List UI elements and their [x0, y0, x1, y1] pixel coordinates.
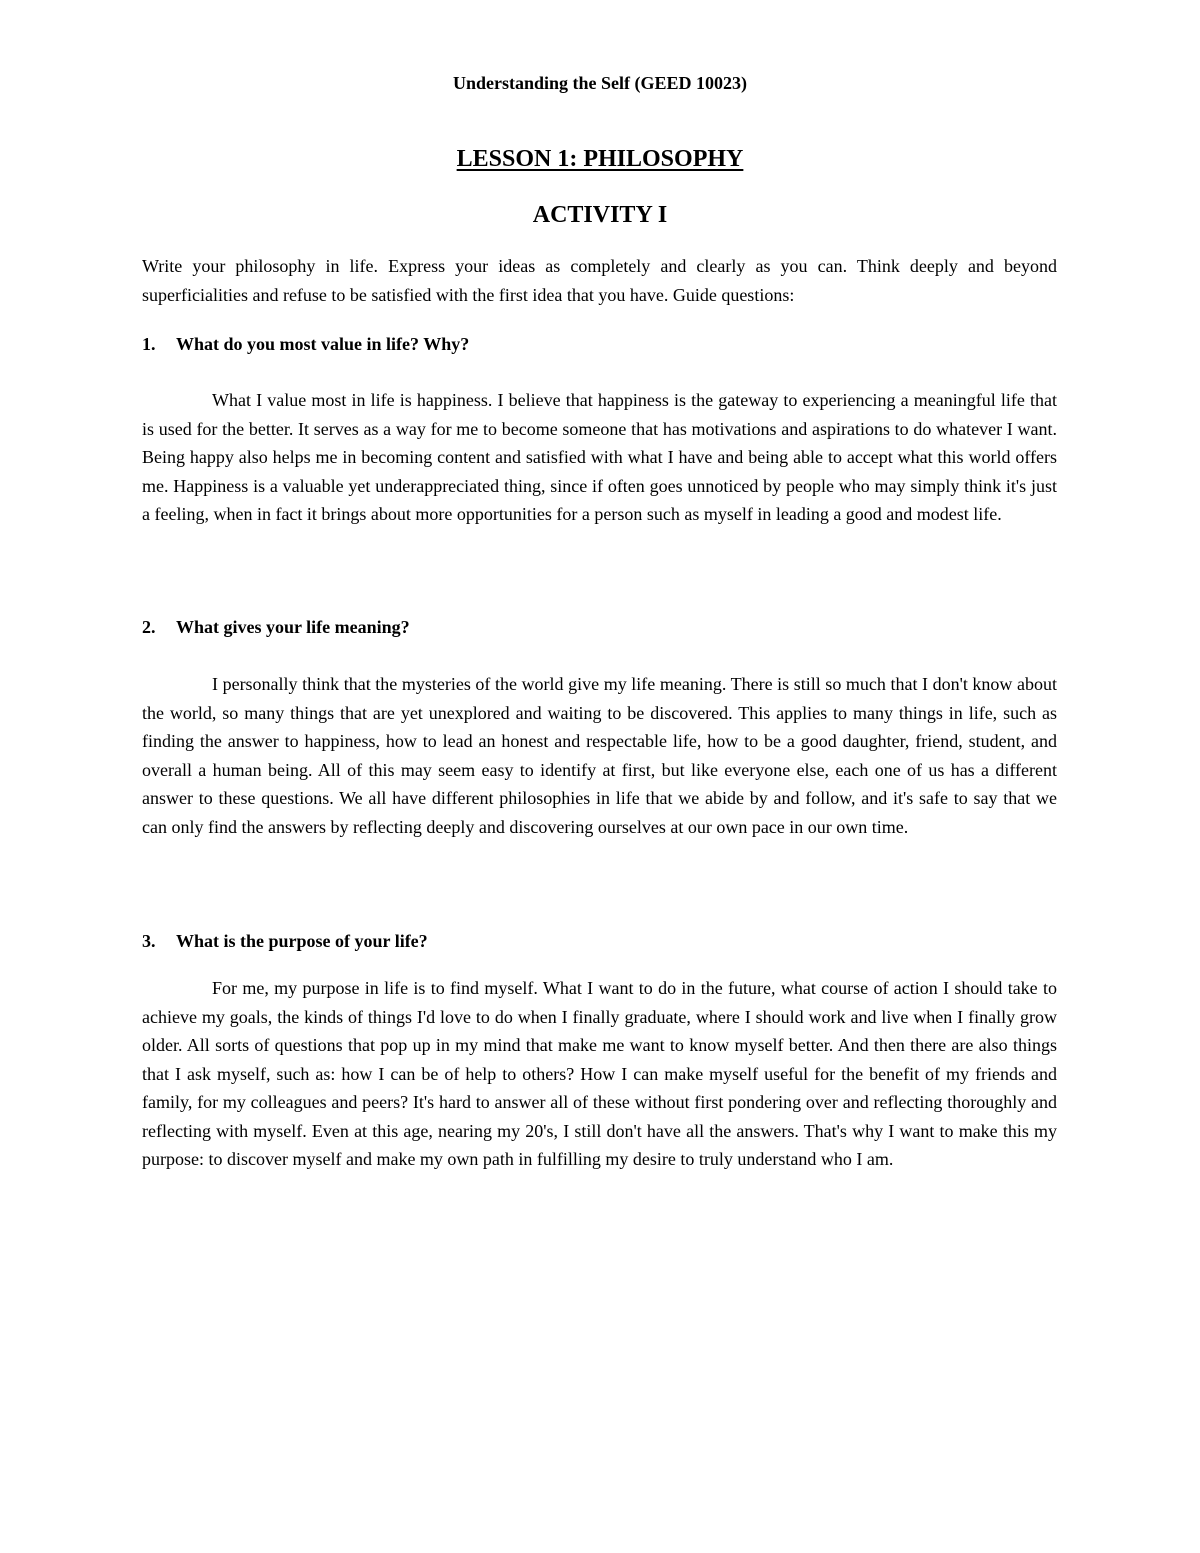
- question-number: 3.: [142, 931, 156, 951]
- answer-1-paragraph: What I value most in life is happiness. I believe that happiness is the gateway to experiencing a meaningful life that is used for the better. It serves as a way for me to become someone that has motivations and aspirations to do whatever I want. Being happy also helps me in becoming content and satisfied with what I have and being able to accept what this world offers me. Happiness is a valuable yet underappreciated thing, since if often goes unnoticed by people who may simply think it's just a feeling, when in fact it brings about more opportunities for a person such as myself in leading a good and modest life.: [142, 390, 1057, 524]
- question-text: What is the purpose of your life?: [176, 931, 428, 951]
- answer-2-paragraph: I personally think that the mysteries of the world give my life meaning. There is still so much that I don't know about the world, so many things that are yet unexplored and waiting to be discovered. This applies to many things in life, such as finding the answer to happiness, how to lead an honest and respectable life, how to be a good daughter, friend, student, and overall a human being. All of this may seem easy to identify at first, but like everyone else, each one of us has a different answer to these questions. We all have different philosophies in life that we abide by and follow, and it's safe to say that we can only find the answers by reflecting deeply and discovering ourselves at our own pace in our own time.: [142, 674, 1057, 837]
- lesson-title: [0, 144, 1200, 174]
- question-2: [142, 614, 1057, 640]
- question-text: What gives your life meaning?: [176, 617, 410, 637]
- question-number: 2.: [142, 617, 156, 637]
- question-number: 1.: [142, 334, 156, 354]
- course-header: Understanding the Self (GEED 10023): [452, 73, 748, 93]
- instructions-paragraph: Write your philosophy in life. Express your ideas as completely and clearly as you can. Think deeply and beyond superficialities and refuse to be satisfied with the first idea that you have. Guide questions:: [142, 256, 1057, 305]
- question-3: [142, 928, 1057, 954]
- question-text: What do you most value in life? Why?: [176, 334, 470, 354]
- answer-3-paragraph: For me, my purpose in life is to find myself. What I want to do in the future, what course of action I should take to achieve my goals, the kinds of things I'd love to do when I finally graduate, where I should work and live when I finally grow older. All sorts of questions that pop up in my mind that make me want to know myself better. And then there are also things that I ask myself, such as: how I can be of help to others? How I can make myself useful for the benefit of my friends and family, for my colleagues and peers? It's hard to answer all of these without first pondering over and reflecting thoroughly and reflecting with myself. Even at this age, nearing my 20's, I still don't have all the answers. That's why I want to make this my purpose: to discover myself and make my own path in fulfilling my desire to truly understand who I am.: [142, 978, 1057, 1169]
- question-1: [142, 331, 1057, 357]
- lesson-title-text: LESSON 1: PHILOSOPHY: [456, 146, 744, 172]
- activity-title: ACTIVITY I: [532, 202, 668, 228]
